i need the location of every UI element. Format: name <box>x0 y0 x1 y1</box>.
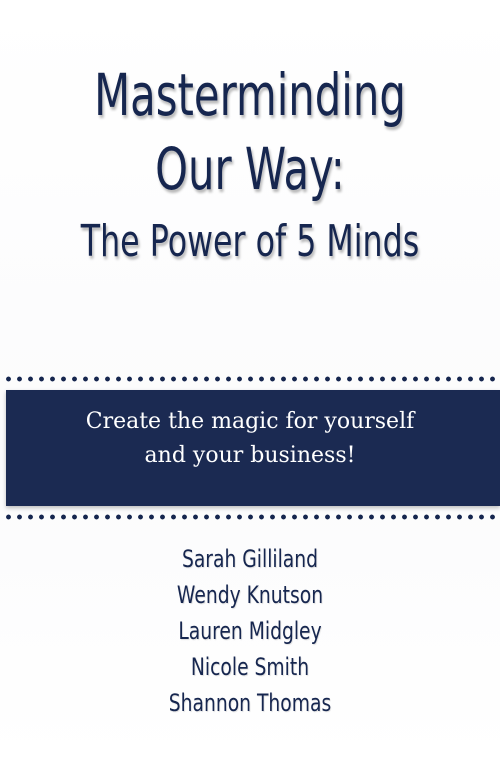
tagline <box>0 405 500 473</box>
title-line-2: Our Way: <box>155 135 345 203</box>
author-list <box>0 541 500 721</box>
author-name: Nicole Smith <box>190 653 310 681</box>
title-line-1: Masterminding <box>94 61 406 129</box>
dotted-divider-bottom <box>0 514 500 520</box>
author-name: Lauren Midgley <box>178 617 322 645</box>
author-name: Wendy Knutson <box>176 581 324 609</box>
author-name: Shannon Thomas <box>168 689 332 717</box>
author-name: Sarah Gilliland <box>181 545 319 573</box>
dotted-divider-top <box>0 376 500 382</box>
tagline-line-2: and your business! <box>144 443 356 468</box>
book-title <box>0 58 500 274</box>
subtitle: The Power of 5 Minds <box>80 216 420 267</box>
tagline-line-1: Create the magic for yourself <box>85 409 415 434</box>
